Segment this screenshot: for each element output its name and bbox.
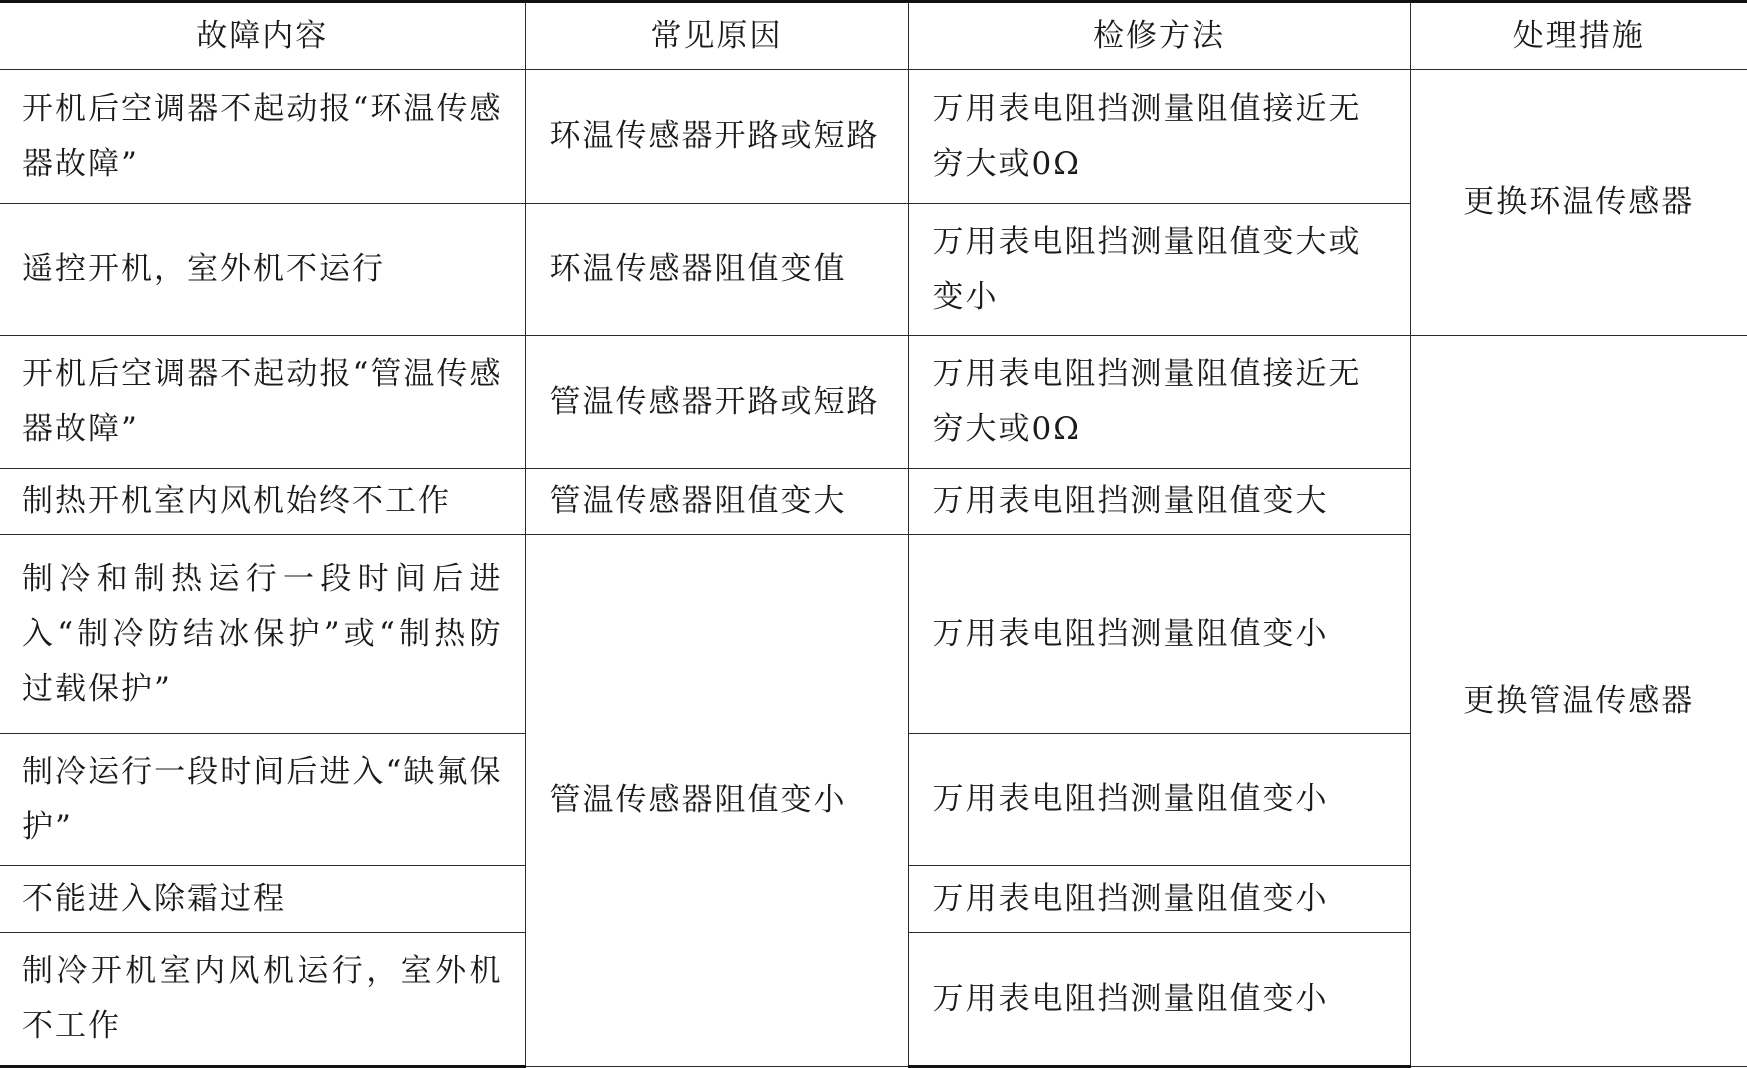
fault-cell: 制冷和制热运行一段时间后进入“制冷防结冰保护”或“制热防过载保护” xyxy=(0,535,525,734)
method-cell: 万用表电阻挡测量阻值变小 xyxy=(908,866,1410,933)
cause-cell: 环温传感器阻值变值 xyxy=(525,204,908,336)
table-row xyxy=(0,336,1747,469)
method-cell: 万用表电阻挡测量阻值变小 xyxy=(908,933,1410,1067)
header-fault: 故障内容 xyxy=(0,2,525,70)
table-row xyxy=(0,70,1747,204)
fault-cell: 制冷开机室内风机运行，室外机不工作 xyxy=(0,933,525,1067)
header-method: 检修方法 xyxy=(908,2,1410,70)
fault-cell: 开机后空调器不起动报“环温传感器故障” xyxy=(0,70,525,204)
method-cell: 万用表电阻挡测量阻值变小 xyxy=(908,734,1410,866)
fault-cell: 制热开机室内风机始终不工作 xyxy=(0,469,525,535)
fault-cell: 遥控开机，室外机不运行 xyxy=(0,204,525,336)
fault-cell: 不能进入除霜过程 xyxy=(0,866,525,933)
header-measure: 处理措施 xyxy=(1410,2,1747,70)
method-cell: 万用表电阻挡测量阻值变大或变小 xyxy=(908,204,1410,336)
measure-cell: 更换环温传感器 xyxy=(1410,70,1747,336)
method-cell: 万用表电阻挡测量阻值变大 xyxy=(908,469,1410,535)
measure-cell: 更换管温传感器 xyxy=(1410,336,1747,1067)
cause-cell: 管温传感器开路或短路 xyxy=(525,336,908,469)
method-cell: 万用表电阻挡测量阻值变小 xyxy=(908,535,1410,734)
cause-cell: 管温传感器阻值变小 xyxy=(525,535,908,1067)
table-header-row xyxy=(0,2,1747,70)
header-cause: 常见原因 xyxy=(525,2,908,70)
fault-cell: 开机后空调器不起动报“管温传感器故障” xyxy=(0,336,525,469)
fault-cell: 制冷运行一段时间后进入“缺氟保护” xyxy=(0,734,525,866)
cause-cell: 管温传感器阻值变大 xyxy=(525,469,908,535)
method-cell: 万用表电阻挡测量阻值接近无穷大或0Ω xyxy=(908,70,1410,204)
method-cell: 万用表电阻挡测量阻值接近无穷大或0Ω xyxy=(908,336,1410,469)
cause-cell: 环温传感器开路或短路 xyxy=(525,70,908,204)
